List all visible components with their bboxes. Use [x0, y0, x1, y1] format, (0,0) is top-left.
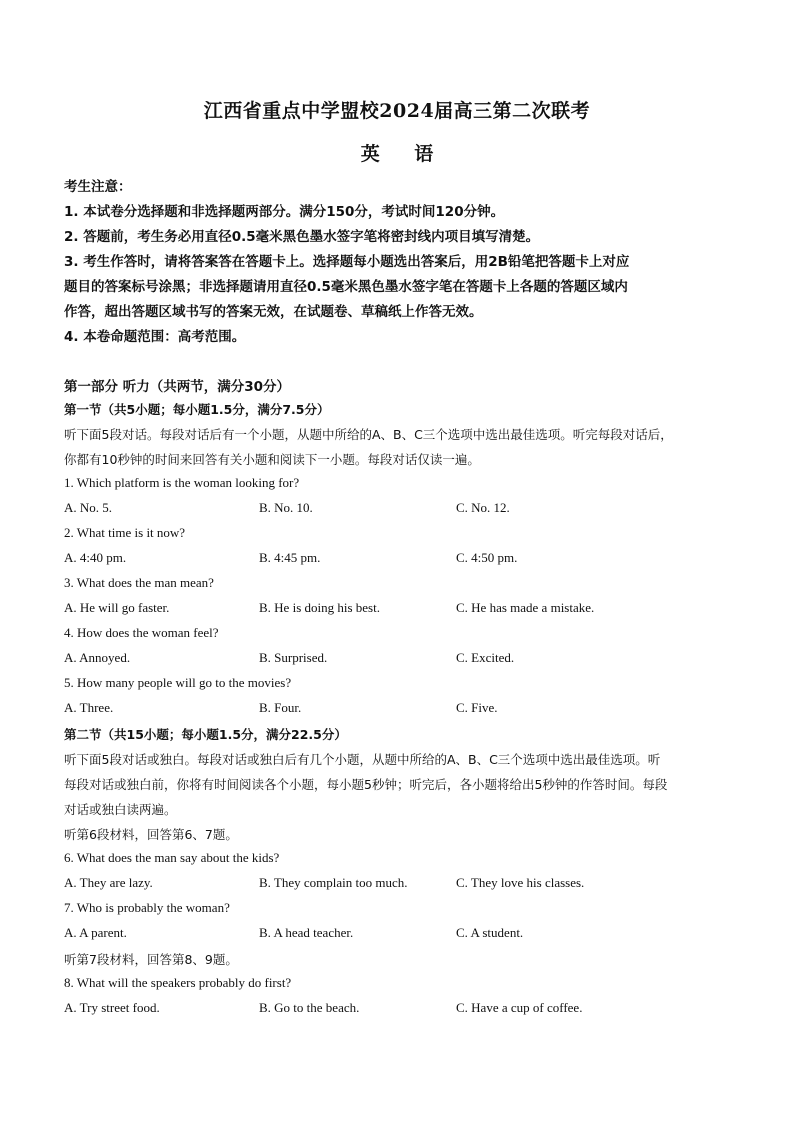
notice-heading: 考生注意： [64, 179, 132, 195]
option-b: B. No. 10. [259, 500, 313, 515]
notice-item: 3. 考生作答时，请将答案答在答题卡上。选择题每小题选出答案后，用2B铅笔把答题卡上对应 [64, 254, 630, 270]
option-b: B. He is doing his best. [259, 600, 380, 615]
option-c: C. He has made a mistake. [456, 600, 595, 615]
option-b: B. They complain too much. [259, 875, 408, 890]
question-5: 5. How many people will go to the movies? [64, 675, 292, 690]
option-c: C. They love his classes. [456, 875, 585, 890]
option-a: A. They are lazy. [64, 875, 153, 890]
option-a: A. He will go faster. [64, 600, 170, 615]
option-c: C. Five. [456, 700, 498, 715]
subject-title: 英 语 [360, 143, 448, 165]
section1-instructions: 听下面5段对话。每段对话后有一个小题，从题中所给的A、B、C三个选项中选出最佳选项。听完每段对话后， [64, 427, 673, 442]
section2-heading: 第二节（共15小题；每小题1.5分，满分22.5分） [64, 727, 347, 742]
option-b: B. Go to the beach. [259, 1000, 360, 1015]
option-c: C. 4:50 pm. [456, 550, 518, 565]
question-6: 6. What does the man say about the kids? [64, 850, 280, 865]
question-3: 3. What does the man mean? [64, 575, 214, 590]
option-c: C. A student. [456, 925, 524, 940]
notice-item: 作答，超出答题区域书写的答案无效，在试题卷、草稿纸上作答无效。 [64, 304, 483, 320]
option-a: A. Annoyed. [64, 650, 131, 665]
option-a: A. 4:40 pm. [64, 550, 127, 565]
option-b: B. 4:45 pm. [259, 550, 321, 565]
question-7: 7. Who is probably the woman? [64, 900, 230, 915]
section2-instructions: 对话或独白读两遍。 [64, 802, 177, 817]
option-a: A. Three. [64, 700, 114, 715]
option-b: B. A head teacher. [259, 925, 354, 940]
section1-heading: 第一节（共5小题；每小题1.5分，满分7.5分） [64, 402, 330, 417]
question-1: 1. Which platform is the woman looking for? [64, 475, 300, 490]
notice-item: 2. 答题前，考生务必用直径0.5毫米黑色墨水签字笔将密封线内项目填写清楚。 [64, 229, 540, 245]
question-2: 2. What time is it now? [64, 525, 186, 540]
section1-instructions: 你都有10秒钟的时间来回答有关小题和阅读下一小题。每段对话仅读一遍。 [64, 452, 480, 467]
option-b: B. Four. [259, 700, 302, 715]
option-a: A. Try street food. [64, 1000, 160, 1015]
option-a: A. No. 5. [64, 500, 113, 515]
exam-title: 江西省重点中学盟校2024届高三第二次联考 [203, 100, 591, 122]
material-6-note: 听第6段材料，回答第6、7题。 [64, 827, 238, 842]
notice-item: 4. 本卷命题范围：高考范围。 [64, 329, 246, 345]
notice-item: 1. 本试卷分选择题和非选择题两部分。满分150分，考试时间120分钟。 [64, 204, 505, 220]
part1-heading: 第一部分 听力（共两节，满分30分） [64, 379, 290, 395]
option-b: B. Surprised. [259, 650, 328, 665]
section2-instructions: 每段对话或独白前，你将有时间阅读各个小题，每小题5秒钟；听完后，各小题将给出5秒钟的作答时间。每段 [64, 777, 668, 792]
option-c: C. Have a cup of coffee. [456, 1000, 583, 1015]
material-7-note: 听第7段材料，回答第8、9题。 [64, 952, 238, 967]
question-4: 4. How does the woman feel? [64, 625, 219, 640]
notice-item: 题目的答案标号涂黑；非选择题请用直径0.5毫米黑色墨水签字笔在答题卡上各题的答题区域内 [64, 279, 628, 295]
question-8: 8. What will the speakers probably do first? [64, 975, 292, 990]
option-c: C. No. 12. [456, 500, 510, 515]
option-c: C. Excited. [456, 650, 515, 665]
option-a: A. A parent. [64, 925, 127, 940]
section2-instructions: 听下面5段对话或独白。每段对话或独白后有几个小题，从题中所给的A、B、C三个选项中选出最佳选项。听 [64, 752, 661, 767]
